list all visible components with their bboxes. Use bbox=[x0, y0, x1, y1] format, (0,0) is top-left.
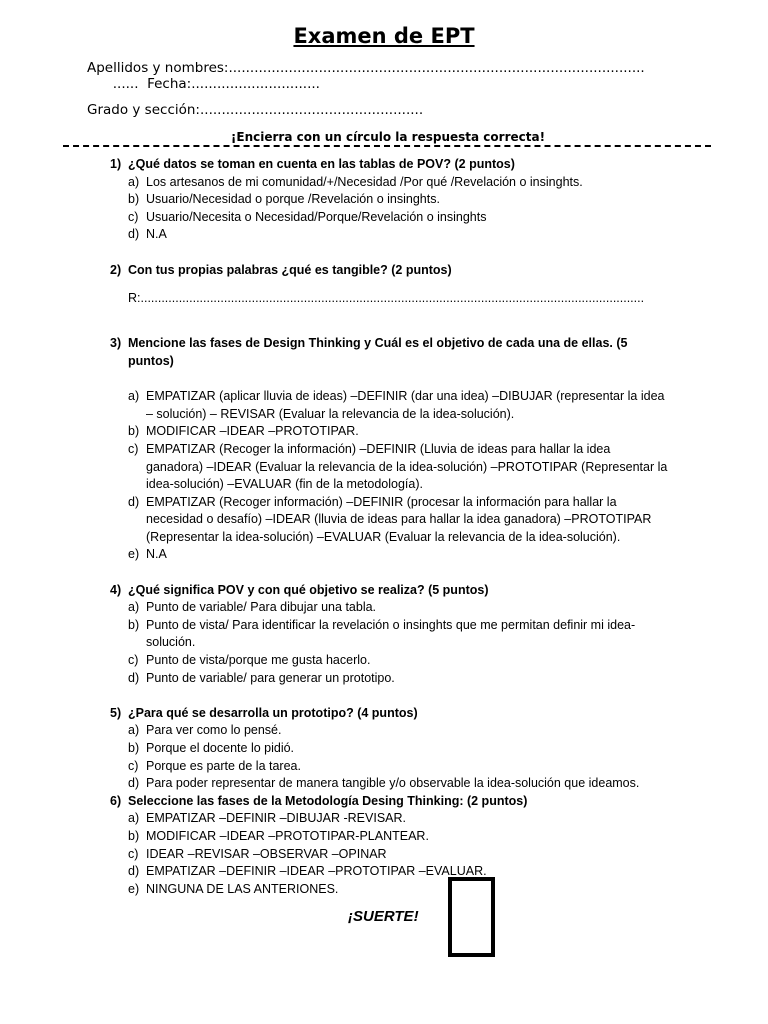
option-letter: a) bbox=[128, 723, 140, 738]
option-text: N.A bbox=[146, 547, 167, 562]
option-text: EMPATIZAR (Recoger información) –DEFINIR (procesar la información para hallar la necesidad o desafío) –IDEAR (lluvia de ideas para hallar la idea ganadora) –PROTOTIPAR (Representar la idea-solución) –EVALUAR (Evaluar la relevancia de la idea-solución). bbox=[146, 494, 652, 544]
question-1 bbox=[110, 156, 670, 174]
option-text: Usuario/Necesidad o porque /Revelación o insinghts. bbox=[146, 192, 440, 207]
option-letter: b) bbox=[128, 617, 140, 632]
option-text: Porque el docente lo pidió. bbox=[146, 741, 295, 755]
option-letter: e) bbox=[128, 547, 140, 562]
question-number: 5) bbox=[110, 705, 122, 720]
option-letter: b) bbox=[128, 192, 140, 207]
options-list bbox=[110, 174, 670, 244]
option-text: Los artesanos de mi comunidad/+/Necesidad /Por qué /Revelación o insinghts. bbox=[146, 174, 583, 189]
question-5 bbox=[110, 705, 670, 723]
option-text: EMPATIZAR (aplicar lluvia de ideas) –DEFINIR (dar una idea) –DIBUJAR (representar la idea – solución) – REVISAR (Evaluar la relevancia de la idea-solución). bbox=[146, 389, 665, 421]
option-item[interactable] bbox=[110, 863, 670, 881]
option-letter: d) bbox=[128, 670, 140, 685]
option-item[interactable] bbox=[110, 881, 670, 899]
option-item[interactable] bbox=[110, 599, 670, 617]
option-letter: c) bbox=[128, 653, 139, 668]
question-6 bbox=[110, 793, 670, 811]
question-number: 3) bbox=[110, 336, 122, 351]
option-text: EMPATIZAR –DEFINIR –IDEAR –PROTOTIPAR –EVALUAR. bbox=[146, 864, 487, 879]
option-letter: a) bbox=[128, 600, 140, 615]
option-item[interactable] bbox=[110, 174, 670, 192]
questions-list bbox=[110, 156, 670, 898]
option-text: MODIFICAR –IDEAR –PROTOTIPAR-PLANTEAR. bbox=[146, 828, 429, 843]
option-letter: c) bbox=[128, 758, 139, 773]
question-number: 4) bbox=[110, 582, 122, 597]
option-letter: c) bbox=[128, 846, 139, 861]
option-item[interactable] bbox=[110, 846, 670, 864]
options-list bbox=[110, 599, 670, 687]
question-number: 6) bbox=[110, 793, 122, 808]
options-list bbox=[110, 388, 670, 564]
option-letter: a) bbox=[128, 811, 140, 826]
question-4 bbox=[110, 582, 670, 600]
option-item[interactable] bbox=[110, 441, 670, 494]
question-text: Mencione las fases de Design Thinking y Cuál es el objetivo de cada una de ellas. (5 puntos) bbox=[128, 336, 628, 368]
option-letter: a) bbox=[128, 174, 140, 189]
option-item[interactable] bbox=[110, 388, 670, 423]
option-item[interactable] bbox=[110, 652, 670, 670]
option-letter: b) bbox=[128, 741, 140, 755]
page-title: Examen de EPT bbox=[293, 24, 475, 48]
question-3 bbox=[110, 335, 670, 370]
option-letter: d) bbox=[128, 494, 140, 509]
option-letter: c) bbox=[128, 441, 139, 456]
option-item[interactable] bbox=[110, 828, 670, 846]
question-2 bbox=[110, 262, 670, 280]
dashed-divider bbox=[63, 145, 711, 147]
option-letter: e) bbox=[128, 881, 140, 896]
date-field-line: ...... Fecha:.............................. bbox=[87, 76, 320, 92]
option-item[interactable] bbox=[110, 810, 670, 828]
option-text: Porque es parte de la tarea. bbox=[146, 758, 301, 773]
option-text: Punto de variable/ Para dibujar una tabla. bbox=[146, 600, 377, 615]
option-item[interactable] bbox=[110, 758, 670, 776]
question-number: 1) bbox=[110, 157, 122, 171]
option-text: EMPATIZAR (Recoger la información) –DEFINIR (Lluvia de ideas para hallar la idea ganadora) –IDEAR (Evaluar la relevancia de la idea-solución) –PROTOTIPAR (Representar la idea-solución) –EVALUAR (fin de la metodología). bbox=[146, 441, 668, 492]
missing-glyph-icon bbox=[448, 877, 495, 957]
option-letter: b) bbox=[128, 828, 140, 843]
option-text: IDEAR –REVISAR –OBSERVAR –OPINAR bbox=[146, 846, 387, 861]
option-text: Usuario/Necesita o Necesidad/Porque/Revelación o insinghts bbox=[146, 209, 487, 224]
option-text: EMPATIZAR –DEFINIR –DIBUJAR -REVISAR. bbox=[146, 811, 406, 826]
option-letter: b) bbox=[128, 424, 140, 439]
closing-text: ¡SUERTE! bbox=[348, 908, 419, 925]
question-text: ¿Qué significa POV y con qué objetivo se realiza? (5 puntos) bbox=[128, 582, 489, 597]
instruction-text: ¡Encierra con un círculo la respuesta correcta! bbox=[230, 130, 546, 144]
option-text: MODIFICAR –IDEAR –PROTOTIPAR. bbox=[146, 424, 359, 439]
option-item[interactable] bbox=[110, 191, 670, 209]
option-item[interactable] bbox=[110, 775, 670, 793]
option-letter: c) bbox=[128, 209, 139, 224]
option-item[interactable] bbox=[110, 494, 670, 547]
question-number: 2) bbox=[110, 262, 122, 277]
option-text: N.A bbox=[146, 227, 167, 242]
option-letter: d) bbox=[128, 864, 140, 879]
answer-line[interactable]: R:................................................................................................................................................. bbox=[128, 291, 645, 306]
option-item[interactable] bbox=[110, 722, 670, 740]
option-text: Punto de vista/porque me gusta hacerlo. bbox=[146, 653, 371, 668]
grade-field-line: Grado y sección:.................................................... bbox=[87, 102, 424, 118]
options-list bbox=[110, 722, 670, 792]
option-text: Punto de vista/ Para identificar la revelación o insinghts que me permitan definir mi idea-solución. bbox=[146, 617, 636, 650]
option-item[interactable] bbox=[110, 740, 670, 758]
option-letter: d) bbox=[128, 776, 140, 791]
option-item[interactable] bbox=[110, 670, 670, 688]
option-letter: d) bbox=[128, 227, 140, 242]
names-field-line: Apellidos y nombres:................................................................................................. bbox=[87, 60, 645, 76]
options-list bbox=[110, 810, 670, 898]
question-text: Con tus propias palabras ¿qué es tangible? (2 puntos) bbox=[128, 262, 452, 277]
option-item[interactable] bbox=[110, 423, 670, 441]
option-text: Punto de variable/ para generar un prototipo. bbox=[146, 670, 395, 685]
option-item[interactable] bbox=[110, 546, 670, 564]
question-text: ¿Para qué se desarrolla un prototipo? (4 puntos) bbox=[128, 705, 418, 720]
option-text: Para ver como lo pensé. bbox=[146, 723, 282, 738]
option-letter: a) bbox=[128, 389, 140, 404]
question-text: Seleccione las fases de la Metodología Desing Thinking: (2 puntos) bbox=[128, 793, 528, 808]
option-item[interactable] bbox=[110, 209, 670, 227]
option-text: Para poder representar de manera tangible y/o observable la idea-solución que ideamos. bbox=[146, 776, 640, 791]
option-item[interactable] bbox=[110, 617, 670, 652]
option-item[interactable] bbox=[110, 226, 670, 244]
option-text: NINGUNA DE LAS ANTERIONES. bbox=[146, 881, 339, 896]
question-text: ¿Qué datos se toman en cuenta en las tablas de POV? (2 puntos) bbox=[128, 157, 515, 171]
